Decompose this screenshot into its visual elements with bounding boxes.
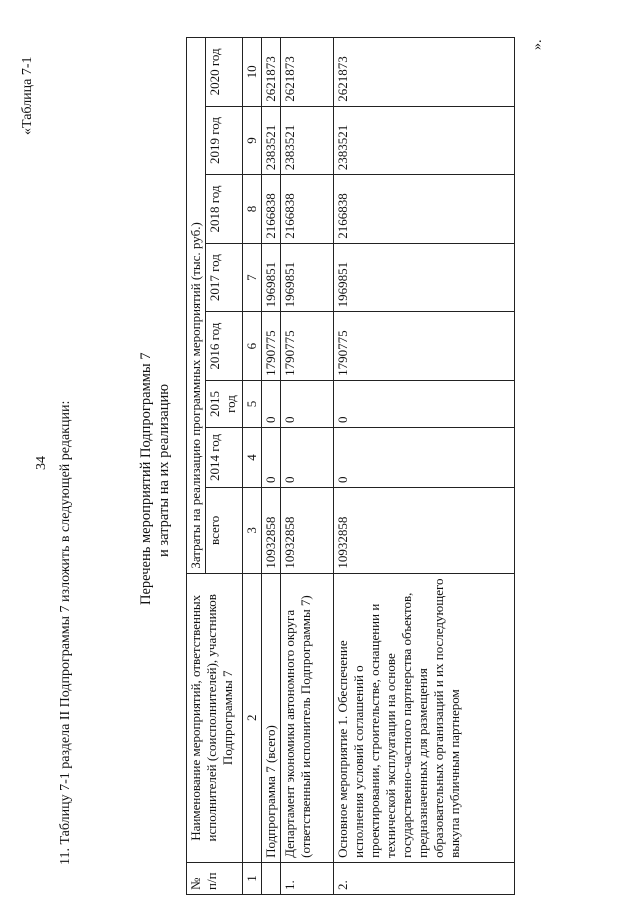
- header-name: Наименование мероприятий, ответственных исполнителей (соисполнителей), участников Подпрограммы 7: [187, 573, 243, 862]
- row-value: 2621873: [281, 38, 334, 107]
- table-row: [262, 38, 281, 895]
- column-index: 8: [243, 175, 262, 244]
- row-value: 2166838: [334, 175, 515, 244]
- table-label: «Таблица 7-1: [20, 56, 35, 135]
- row-value: 2383521: [262, 106, 281, 175]
- row-value: 10932858: [334, 487, 515, 573]
- row-value: 1969851: [281, 243, 334, 312]
- intro-paragraph: 11. Таблицу 7-1 раздела II Подпрограммы 7 изложить в следующей редакции:: [58, 400, 73, 865]
- row-value: 1790775: [334, 312, 515, 381]
- row-value: 10932858: [281, 487, 334, 573]
- column-index-row: [243, 38, 262, 895]
- row-value: 2621873: [334, 38, 515, 107]
- column-index: 2: [243, 573, 262, 862]
- row-value: 1790775: [281, 312, 334, 381]
- table-row: [334, 38, 515, 895]
- table-title: Перечень мероприятий Подпрограммы 7: [138, 352, 154, 605]
- row-num: [262, 862, 281, 894]
- row-value: 1969851: [334, 243, 515, 312]
- row-value: 0: [262, 428, 281, 488]
- row-name: Департамент экономики автономного округа (ответственный исполнитель Подпрограммы 7): [281, 573, 334, 862]
- header-num: № п/п: [187, 862, 243, 894]
- table-subtitle: и затраты на их реализацию: [156, 383, 172, 557]
- header-year: 2019 год: [206, 106, 243, 175]
- row-value: 1790775: [262, 312, 281, 381]
- row-value: 2166838: [281, 175, 334, 244]
- row-name: Основное мероприятие 1. Обеспечение исполнения условий соглашений о проектировании, строительстве, оснащении и технической эксплуатации на основе государственно-частного партнерства объектов, предназначенных для размещения образовательных организаций и их последующего выкупа публичным партнером: [334, 573, 515, 862]
- closing-quote: ».: [530, 39, 545, 50]
- row-value: 0: [262, 380, 281, 427]
- header-year: 2020 год: [206, 38, 243, 107]
- header-total: всего: [206, 487, 243, 573]
- header-year: 2016 год: [206, 312, 243, 381]
- row-name: Подпрограмма 7 (всего): [262, 573, 281, 862]
- row-value: 2383521: [281, 106, 334, 175]
- page-number: 34: [34, 456, 49, 470]
- table-row: [281, 38, 334, 895]
- row-value: 1969851: [262, 243, 281, 312]
- row-value: 2621873: [262, 38, 281, 107]
- row-value: 0: [334, 380, 515, 427]
- column-index: 9: [243, 106, 262, 175]
- row-value: 10932858: [262, 487, 281, 573]
- header-year: 2015 год: [206, 380, 243, 427]
- row-value: 2166838: [262, 175, 281, 244]
- measures-table: [186, 37, 515, 895]
- column-index: 10: [243, 38, 262, 107]
- column-index: 7: [243, 243, 262, 312]
- header-year: 2014 год: [206, 428, 243, 488]
- column-index: 3: [243, 487, 262, 573]
- row-num: 2.: [334, 862, 515, 894]
- header-costs-group: Затраты на реализацию программных мероприятий (тыс. руб.): [187, 38, 206, 574]
- column-index: 1: [243, 862, 262, 894]
- header-year: 2017 год: [206, 243, 243, 312]
- column-index: 5: [243, 380, 262, 427]
- header-year: 2018 год: [206, 175, 243, 244]
- row-value: 0: [281, 380, 334, 427]
- column-index: 6: [243, 312, 262, 381]
- column-index: 4: [243, 428, 262, 488]
- row-value: 2383521: [334, 106, 515, 175]
- header-row: [187, 38, 206, 895]
- row-value: 0: [281, 428, 334, 488]
- row-value: 0: [334, 428, 515, 488]
- row-num: 1.: [281, 862, 334, 894]
